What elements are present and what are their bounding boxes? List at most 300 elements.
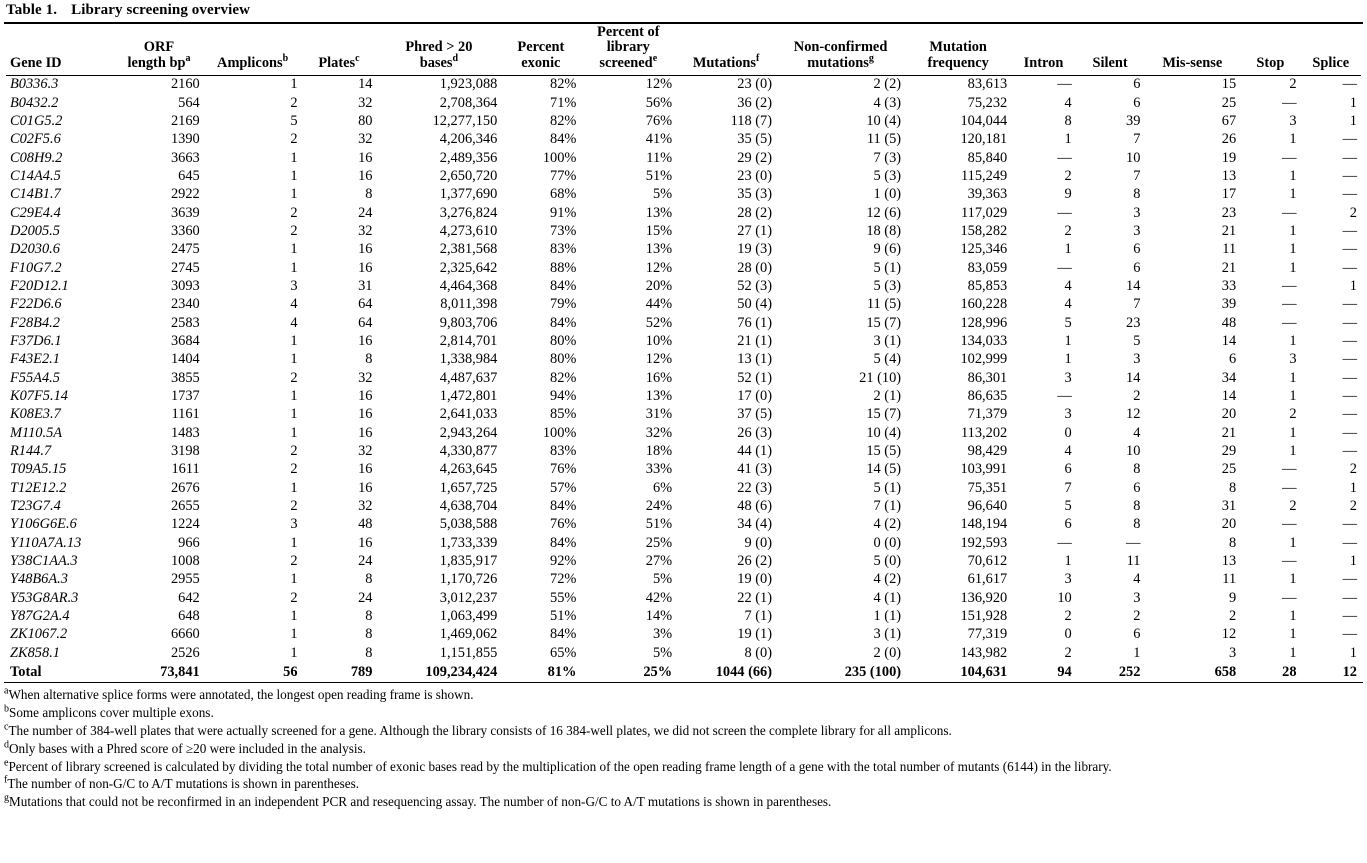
table-row [6, 277, 1361, 295]
cell-orf: 2340 [170, 296, 200, 313]
cell-intron: 2 [1064, 644, 1072, 661]
footnote-text: Mutations that could not be reconfirmed in an independent PCR and resequencing assay. The number of non-G/C to A/T mutations is shown in parentheses. [9, 794, 832, 810]
cell-missense: 3 [1228, 644, 1237, 661]
footnote-marker: f [4, 775, 8, 787]
cell-orf: 2655 [170, 497, 200, 514]
cell-exonic: 84% [550, 278, 577, 294]
gene-id: Y38C1AA.3 [10, 552, 78, 569]
cell-frequency: 70,612 [967, 552, 1008, 569]
footnote [4, 776, 1363, 793]
gene-id: M110.5A [10, 424, 63, 441]
cell-stop: — [1282, 94, 1297, 111]
cell-orf: 2676 [170, 479, 200, 496]
header-percent-screened: Percent of library screened$^e$ [580, 24, 676, 75]
cell-missense: 13 [1221, 552, 1237, 569]
cell-nonconfirmed: 21 (10) [859, 369, 902, 386]
cell-screened: 25% [645, 534, 673, 551]
cell-orf: 3198 [170, 442, 200, 459]
cell-splice: — [1342, 259, 1357, 276]
cell-frequency: 115,249 [960, 168, 1008, 185]
cell-stop: 2 [1289, 406, 1297, 423]
cell-gene [6, 314, 114, 332]
cell-screened: 52% [645, 314, 673, 331]
cell-mutations: 29 (2) [737, 149, 773, 166]
cell-frequency: 83,613 [967, 76, 1008, 93]
cell-frequency: 151,928 [960, 607, 1008, 624]
cell-missense: 6 [1228, 351, 1237, 368]
cell-mutations: 13 (1) [737, 351, 773, 368]
cell-plates: 8 [365, 607, 373, 624]
cell-nonconfirmed: 7 (1) [873, 497, 902, 514]
cell-screened: 12% [645, 76, 673, 93]
gene-id: ZK858.1 [10, 644, 60, 661]
table-row [6, 167, 1361, 185]
table-row [6, 186, 1361, 204]
cell-missense: 25 [1221, 461, 1237, 478]
total-nonconfirmed: 235 (100) [844, 664, 902, 681]
cell-intron: — [1057, 259, 1072, 276]
cell-stop: — [1282, 314, 1297, 331]
cell-amplicons: 1 [290, 607, 298, 624]
cell-silent: 6 [1133, 241, 1141, 258]
cell-gene [6, 277, 114, 295]
cell-stop: — [1282, 204, 1297, 221]
cell-missense: 31 [1221, 497, 1237, 514]
cell-screened: 5% [652, 571, 673, 588]
cell-gene [6, 131, 114, 149]
cell-missense: 12 [1221, 626, 1237, 643]
cell-silent: 7 [1133, 168, 1141, 185]
cell-splice: 1 [1349, 94, 1357, 111]
cell-screened: 44% [645, 296, 673, 313]
cell-missense: 8 [1228, 479, 1237, 496]
cell-stop: 2 [1289, 76, 1297, 93]
cell-missense: 39 [1221, 296, 1237, 313]
total-silent: 252 [1118, 664, 1141, 681]
table-row [6, 222, 1361, 240]
footnote-text: When alternative splice forms were annotated, the longest open reading frame is shown. [8, 687, 474, 703]
cell-amplicons: 1 [290, 406, 298, 423]
cell-frequency: 125,346 [960, 241, 1008, 258]
cell-splice: — [1342, 223, 1357, 240]
cell-intron: 7 [1064, 479, 1072, 496]
cell-phred: 2,641,033 [439, 406, 498, 423]
cell-stop: 1 [1289, 131, 1297, 148]
cell-phred: 4,263,645 [439, 461, 498, 478]
cell-stop: 1 [1289, 387, 1297, 404]
cell-amplicons: 1 [290, 644, 298, 661]
cell-missense: 48 [1221, 314, 1237, 331]
cell-mutations: 48 (6) [737, 497, 773, 514]
header-amplicons: Amplicons$^b$ [204, 24, 302, 75]
cell-plates: 16 [358, 424, 373, 441]
table-row [6, 534, 1361, 552]
cell-phred: 4,273,610 [439, 223, 498, 240]
cell-mutations: 41 (3) [737, 461, 773, 478]
cell-amplicons: 1 [290, 149, 298, 166]
cell-gene [6, 406, 114, 424]
table-row [6, 259, 1361, 277]
cell-plates: 48 [358, 516, 373, 533]
table-head [6, 24, 1361, 75]
cell-frequency: 103,991 [960, 461, 1008, 478]
cell-mutations: 34 (4) [737, 516, 773, 533]
cell-orf: 1008 [170, 552, 200, 569]
cell-orf: 1404 [170, 351, 200, 368]
cell-screened: 20% [645, 278, 673, 294]
cell-screened: 51% [645, 516, 673, 533]
cell-amplicons: 2 [290, 552, 298, 569]
table-header-row [6, 24, 1361, 75]
cell-gene [6, 571, 114, 589]
cell-phred: 2,489,356 [439, 149, 498, 166]
cell-splice: — [1342, 589, 1357, 606]
footnote [4, 723, 1363, 740]
cell-gene [6, 424, 114, 442]
cell-plates: 16 [358, 332, 373, 349]
cell-silent: 6 [1133, 94, 1141, 111]
cell-silent: 14 [1126, 369, 1141, 386]
footnote-text: Percent of library screened is calculated by dividing the total number of exonic bases read by the multiplication of the open reading frame length of a gene with the total number of mutants (6144) in the library. [8, 758, 1112, 774]
cell-mutations: 21 (1) [737, 332, 773, 349]
cell-nonconfirmed: 5 (0) [873, 552, 902, 569]
cell-nonconfirmed: 4 (1) [873, 589, 902, 606]
cell-nonconfirmed: 15 (5) [866, 442, 902, 459]
cell-stop: 1 [1289, 223, 1297, 240]
table-row [6, 131, 1361, 149]
cell-intron: 4 [1064, 94, 1072, 111]
cell-exonic: 83% [550, 241, 577, 258]
cell-mutations: 22 (3) [737, 479, 773, 496]
cell-frequency: 75,351 [967, 479, 1008, 496]
cell-silent: 3 [1133, 223, 1141, 240]
cell-splice: — [1342, 607, 1357, 624]
cell-stop: 1 [1289, 168, 1297, 185]
cell-plates: 24 [358, 589, 373, 606]
gene-id: K08E3.7 [10, 406, 61, 423]
cell-exonic: 84% [550, 534, 577, 551]
cell-screened: 3% [652, 626, 673, 643]
cell-exonic: 80% [550, 351, 577, 368]
cell-screened: 12% [645, 259, 673, 276]
cell-mutations: 52 (1) [737, 369, 773, 386]
cell-silent: 11 [1126, 552, 1141, 569]
table-total-row [6, 662, 1361, 682]
cell-mutations: 19 (3) [737, 241, 773, 258]
cell-plates: 14 [358, 76, 373, 93]
cell-splice: 1 [1349, 113, 1357, 130]
cell-frequency: 86,301 [967, 369, 1008, 386]
cell-amplicons: 1 [290, 186, 298, 203]
cell-orf: 1161 [171, 406, 200, 423]
cell-nonconfirmed: 3 (1) [873, 626, 902, 643]
gene-id: F22D6.6 [10, 296, 62, 313]
footnote-marker: c [4, 721, 9, 733]
cell-phred: 9,803,706 [439, 314, 498, 331]
table-body [6, 75, 1361, 682]
cell-intron: — [1057, 534, 1072, 551]
cell-plates: 64 [358, 314, 373, 331]
cell-stop: 1 [1289, 424, 1297, 441]
gene-id: R144.7 [10, 442, 52, 459]
cell-stop: — [1282, 296, 1297, 313]
cell-nonconfirmed: 2 (2) [873, 76, 902, 93]
cell-gene [6, 204, 114, 222]
cell-silent: 3 [1133, 589, 1141, 606]
cell-amplicons: 2 [290, 442, 298, 459]
cell-plates: 8 [365, 626, 373, 643]
gene-id: C02F5.6 [10, 131, 61, 148]
cell-nonconfirmed: 2 (0) [873, 644, 902, 661]
cell-exonic: 80% [550, 332, 577, 349]
cell-splice: — [1342, 296, 1357, 313]
cell-plates: 64 [358, 296, 373, 313]
cell-splice: 2 [1349, 461, 1357, 478]
cell-screened: 76% [645, 113, 673, 130]
cell-splice: — [1342, 369, 1357, 386]
header-plates: Plates$^c$ [302, 24, 377, 75]
cell-plates: 8 [365, 571, 373, 588]
screening-table [6, 24, 1361, 682]
cell-splice: — [1342, 406, 1357, 423]
cell-orf: 3093 [170, 278, 200, 294]
cell-silent: 7 [1133, 131, 1141, 148]
table-row [6, 149, 1361, 167]
gene-id: C14B1.7 [10, 186, 61, 203]
cell-silent: 39 [1126, 113, 1141, 130]
cell-stop: — [1282, 589, 1297, 606]
cell-splice: 2 [1349, 204, 1357, 221]
cell-screened: 13% [645, 387, 673, 404]
cell-gene [6, 461, 114, 479]
cell-plates: 8 [365, 644, 373, 661]
cell-nonconfirmed: 11 (5) [866, 131, 902, 148]
cell-stop: — [1282, 516, 1297, 533]
cell-nonconfirmed: 5 (3) [873, 168, 902, 185]
cell-mutations: 35 (5) [737, 131, 773, 148]
cell-mutations: 9 (0) [744, 534, 773, 551]
cell-phred: 1,923,088 [439, 76, 498, 93]
cell-intron: 4 [1064, 442, 1072, 459]
cell-stop: 1 [1289, 259, 1297, 276]
cell-stop: — [1282, 479, 1297, 496]
cell-frequency: 120,181 [960, 131, 1008, 148]
cell-plates: 80 [358, 113, 373, 130]
header-percent-exonic: Percent exonic [501, 24, 580, 75]
table-row [6, 626, 1361, 644]
cell-missense: 13 [1221, 168, 1237, 185]
cell-amplicons: 5 [290, 113, 298, 130]
cell-silent: 1 [1133, 644, 1141, 661]
gene-id: F10G7.2 [10, 259, 62, 276]
footnote [4, 794, 1363, 811]
cell-mutations: 118 (7) [730, 113, 773, 130]
cell-orf: 645 [178, 168, 200, 185]
cell-amplicons: 1 [290, 241, 298, 258]
cell-missense: 21 [1221, 259, 1237, 276]
total-frequency: 104,631 [960, 664, 1008, 681]
cell-orf: 3639 [170, 204, 200, 221]
cell-phred: 3,276,824 [439, 204, 498, 221]
gene-id: Y87G2A.4 [10, 607, 70, 624]
table-caption-text: Library screening overview [71, 2, 251, 18]
cell-intron: 0 [1064, 424, 1072, 441]
cell-mutations: 28 (0) [737, 259, 773, 276]
cell-mutations: 36 (2) [737, 94, 773, 111]
cell-splice: — [1342, 387, 1357, 404]
cell-splice: — [1342, 626, 1357, 643]
cell-intron: 8 [1064, 113, 1072, 130]
cell-screened: 33% [645, 461, 673, 478]
cell-orf: 2526 [170, 644, 200, 661]
gene-id: C14A4.5 [10, 168, 61, 185]
cell-exonic: 85% [550, 406, 577, 423]
cell-intron: 4 [1064, 296, 1072, 313]
cell-mutations: 52 (3) [737, 278, 773, 294]
cell-amplicons: 1 [290, 424, 298, 441]
cell-splice: — [1342, 516, 1357, 533]
cell-intron: 3 [1064, 369, 1072, 386]
cell-orf: 1611 [171, 461, 200, 478]
footnote-marker: b [4, 703, 9, 715]
cell-phred: 2,708,364 [439, 94, 498, 111]
cell-amplicons: 3 [290, 278, 298, 294]
cell-missense: 21 [1221, 223, 1237, 240]
cell-phred: 12,277,150 [432, 113, 498, 130]
table-row [6, 314, 1361, 332]
cell-missense: 11 [1222, 241, 1237, 258]
cell-orf: 1737 [170, 387, 200, 404]
cell-phred: 2,943,264 [439, 424, 498, 441]
cell-mutations: 22 (1) [737, 589, 773, 606]
cell-plates: 31 [358, 278, 373, 294]
cell-intron: 5 [1064, 497, 1072, 514]
cell-stop: — [1282, 461, 1297, 478]
cell-silent: 8 [1133, 186, 1141, 203]
cell-orf: 3663 [170, 149, 200, 166]
cell-screened: 6% [652, 479, 673, 496]
total-phred: 109,234,424 [425, 664, 498, 681]
gene-id: F28B4.2 [10, 314, 60, 331]
cell-plates: 16 [358, 149, 373, 166]
cell-exonic: 84% [550, 626, 577, 643]
cell-screened: 12% [645, 351, 673, 368]
gene-id: B0432.2 [10, 94, 59, 111]
cell-orf: 2955 [170, 571, 200, 588]
cell-exonic: 83% [550, 442, 577, 459]
cell-splice: — [1342, 351, 1357, 368]
cell-stop: 1 [1289, 644, 1297, 661]
cell-intron: 2 [1064, 223, 1072, 240]
cell-amplicons: 2 [290, 461, 298, 478]
cell-nonconfirmed: 15 (7) [866, 314, 902, 331]
cell-splice: — [1342, 186, 1357, 203]
cell-missense: 23 [1221, 204, 1237, 221]
cell-silent: 6 [1133, 626, 1141, 643]
cell-screened: 24% [645, 497, 673, 514]
cell-frequency: 75,232 [967, 94, 1008, 111]
cell-orf: 3360 [170, 223, 200, 240]
cell-screened: 18% [645, 442, 673, 459]
cell-mutations: 50 (4) [737, 296, 773, 313]
total-amplicons: 56 [283, 664, 298, 681]
cell-frequency: 98,429 [967, 442, 1008, 459]
total-gene: Total [10, 664, 42, 681]
cell-stop: 1 [1289, 241, 1297, 258]
cell-silent: 2 [1133, 607, 1141, 624]
table-row [6, 589, 1361, 607]
cell-phred: 2,814,701 [439, 332, 498, 349]
cell-phred: 2,325,642 [439, 259, 498, 276]
cell-plates: 16 [358, 534, 373, 551]
cell-splice: — [1342, 424, 1357, 441]
cell-plates: 24 [358, 204, 373, 221]
cell-mutations: 26 (2) [737, 552, 773, 569]
header-stop: Stop [1240, 24, 1300, 75]
cell-missense: 9 [1228, 589, 1237, 606]
cell-phred: 1,063,499 [439, 607, 498, 624]
cell-amplicons: 1 [290, 626, 298, 643]
cell-gene [6, 552, 114, 570]
cell-phred: 1,835,917 [439, 552, 498, 569]
cell-mutations: 19 (0) [737, 571, 773, 588]
cell-intron: 6 [1064, 516, 1072, 533]
cell-phred: 4,206,346 [439, 131, 498, 148]
cell-phred: 3,012,237 [439, 589, 498, 606]
cell-amplicons: 2 [290, 497, 298, 514]
cell-exonic: 91% [550, 204, 577, 221]
cell-phred: 1,338,984 [439, 351, 498, 368]
cell-plates: 8 [365, 186, 373, 203]
cell-stop: 1 [1289, 332, 1297, 349]
cell-intron: 1 [1064, 131, 1072, 148]
cell-exonic: 65% [550, 644, 577, 661]
cell-gene [6, 607, 114, 625]
total-exonic: 81% [547, 664, 577, 681]
cell-amplicons: 1 [290, 534, 298, 551]
cell-gene [6, 369, 114, 387]
cell-missense: 14 [1221, 387, 1237, 404]
cell-orf: 6660 [170, 626, 200, 643]
header-intron: Intron [1011, 24, 1076, 75]
cell-stop: — [1282, 278, 1297, 294]
cell-nonconfirmed: 5 (1) [873, 479, 902, 496]
cell-stop: — [1282, 149, 1297, 166]
cell-orf: 2169 [170, 113, 200, 130]
cell-frequency: 136,920 [960, 589, 1008, 606]
cell-screened: 13% [645, 241, 673, 258]
cell-nonconfirmed: 18 (8) [866, 223, 902, 240]
cell-missense: 8 [1228, 534, 1237, 551]
table-caption-label: Table 1. [6, 2, 58, 18]
cell-mutations: 27 (1) [737, 223, 773, 240]
header-orf-length: ORF length $bp^a$ [114, 24, 204, 75]
cell-intron: 4 [1064, 278, 1072, 294]
cell-intron: 6 [1064, 461, 1072, 478]
cell-silent: 4 [1133, 571, 1141, 588]
cell-plates: 16 [358, 259, 373, 276]
cell-mutations: 26 (3) [737, 424, 773, 441]
cell-gene [6, 332, 114, 350]
cell-amplicons: 2 [290, 369, 298, 386]
footnote [4, 759, 1363, 776]
cell-intron: 10 [1057, 589, 1072, 606]
table-caption [4, 0, 1363, 22]
cell-orf: 648 [178, 607, 200, 624]
cell-plates: 16 [358, 461, 373, 478]
gene-id: Y106G6E.6 [10, 516, 77, 533]
cell-frequency: 86,635 [967, 387, 1008, 404]
